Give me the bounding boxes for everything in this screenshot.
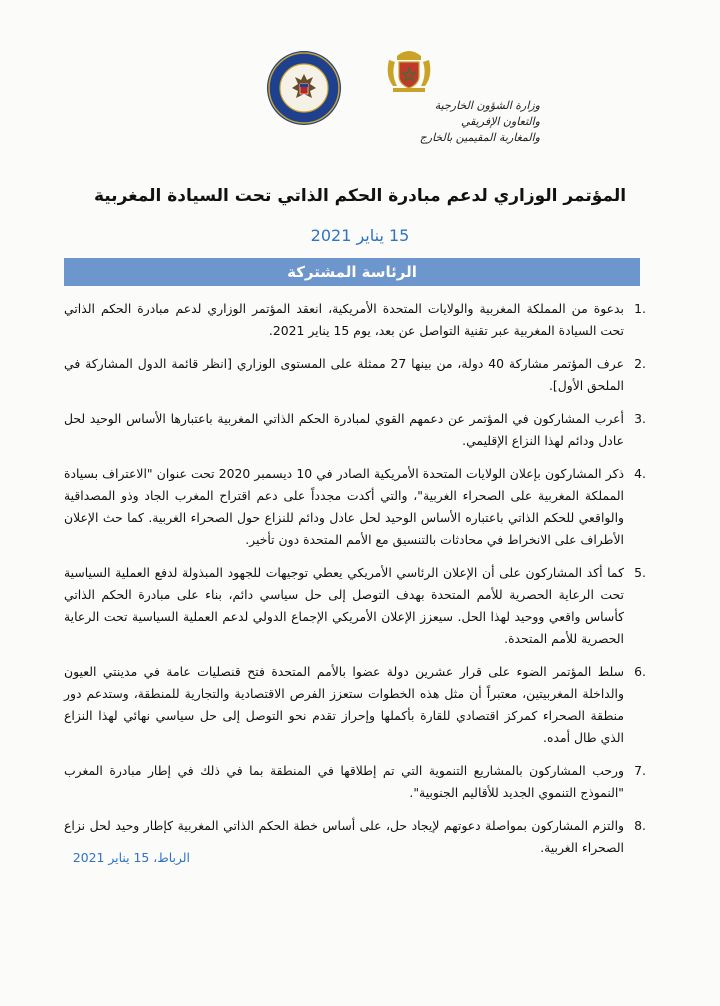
paragraph-2 — [64, 353, 646, 397]
signoff-place-date: الرباط، 15 يناير 2021 — [72, 850, 190, 865]
paragraph-number: .5 — [634, 565, 646, 580]
paragraph-6 — [64, 661, 646, 749]
paragraph-3 — [64, 408, 646, 452]
document-title: المؤتمر الوزاري لدعم مبادرة الحكم الذاتي تحت السيادة المغربية — [93, 186, 627, 206]
us-department-of-state-seal — [266, 50, 342, 126]
paragraph-text: كما أكد المشاركون على أن الإعلان الرئاسي الأمريكي يعطي توجيهات للجهود المبذولة لدفع العملية السياسية تحت الرعاية الحصرية للأمم المتحدة بهدف التوصل إلى حل سياسي دائم، بناء على مبادرة الحكم الذاتي كأساس واقعي ووحيد لهذا الحل. سيعزز الإعلان الأمريكي الإجماع الدولي لدعم العملية السياسية تحت الرعاية الحصرية للأمم المتحدة. — [64, 565, 624, 646]
paragraph-text: بدعوة من المملكة المغربية والولايات المتحدة الأمريكية، انعقد المؤتمر الوزاري لدعم مبادرة الحكم الذاتي تحت السيادة المغربية عبر تقنية التواصل عن بعد، يوم 15 يناير 2021. — [64, 301, 624, 338]
morocco-coat-of-arms — [383, 46, 435, 94]
paragraph-number: .8 — [634, 818, 646, 833]
paragraph-7 — [64, 760, 646, 804]
paragraph-text: عرف المؤتمر مشاركة 40 دولة، من بينها 27 ممثلة على المستوى الوزاري [انظر قائمة الدول المشاركة في الملحق الأول]. — [64, 356, 624, 393]
paragraph-text: سلط المؤتمر الضوء على قرار عشرين دولة عضوا بالأمم المتحدة فتح قنصليات عامة في مدينتي العيون والداخلة المغربيتين، معتبراً أن مثل هذه الخطوات ستعزز الفرص الاقتصادية والتجارية للمنطقة، وستدعم دور منطقة الصحراء كمركز اقتصادي للقارة بأكملها وإحراز تقدم نحو التوصل إلى حل سياسي نهائي لهذا النزاع الذي طال أمده. — [64, 664, 624, 745]
paragraph-text: ورحب المشاركون بالمشاريع التنموية التي تم إطلاقها في المنطقة بما في ذلك في إطار مبادرة المغرب "النموذج التنموي الجديد للأقاليم الجنوبية". — [64, 763, 624, 800]
paragraph-number: .3 — [634, 411, 646, 426]
paragraph-number: .7 — [634, 763, 646, 778]
paragraph-text: والتزم المشاركون بمواصلة دعوتهم لإيجاد حل، على أساس خطة الحكم الذاتي المغربية كإطار وحيد لحل نزاع الصحراء الغربية. — [64, 818, 624, 855]
paragraph-number: .4 — [634, 466, 646, 481]
paragraph-number: .6 — [634, 664, 646, 679]
ministry-line: وزارة الشؤون الخارجية — [434, 99, 540, 112]
ministry-name — [340, 98, 540, 146]
paragraph-text: أعرب المشاركون في المؤتمر عن دعمهم القوي لمبادرة الحكم الذاتي المغربية باعتبارها الأساس الوحيد لحل عادل ودائم لهذا النزاع الإقليمي. — [64, 411, 624, 448]
paragraph-4 — [64, 463, 646, 551]
paragraph-list — [64, 298, 646, 870]
paragraph-number: .1 — [634, 301, 646, 316]
paragraph-1 — [64, 298, 646, 342]
document-date: 15 يناير 2021 — [310, 226, 410, 245]
co-chairs-banner: الرئاسة المشتركة — [64, 258, 640, 286]
ministry-line: والتعاون الإفريقي — [460, 115, 540, 128]
ministry-line: والمغاربة المقيمين بالخارج — [419, 131, 540, 144]
paragraph-number: .2 — [634, 356, 646, 371]
paragraph-5 — [64, 562, 646, 650]
paragraph-text: ذكر المشاركون بإعلان الولايات المتحدة الأمريكية الصادر في 10 ديسمبر 2020 تحت عنوان "الاعتراف بسيادة المملكة المغربية على الصحراء الغربية"، والتي أكدت مجدداً على دعم اقتراح المغرب الجاد وذو المصداقية والواقعي للحكم الذاتي باعتباره الأساس الوحيد لحل عادل ودائم للنزاع حول الصحراء الغربية. كما حث الإعلان الأطراف على الانخراط في محادثات بالتنسيق مع الأمم المتحدة دون تأخير. — [64, 466, 624, 547]
